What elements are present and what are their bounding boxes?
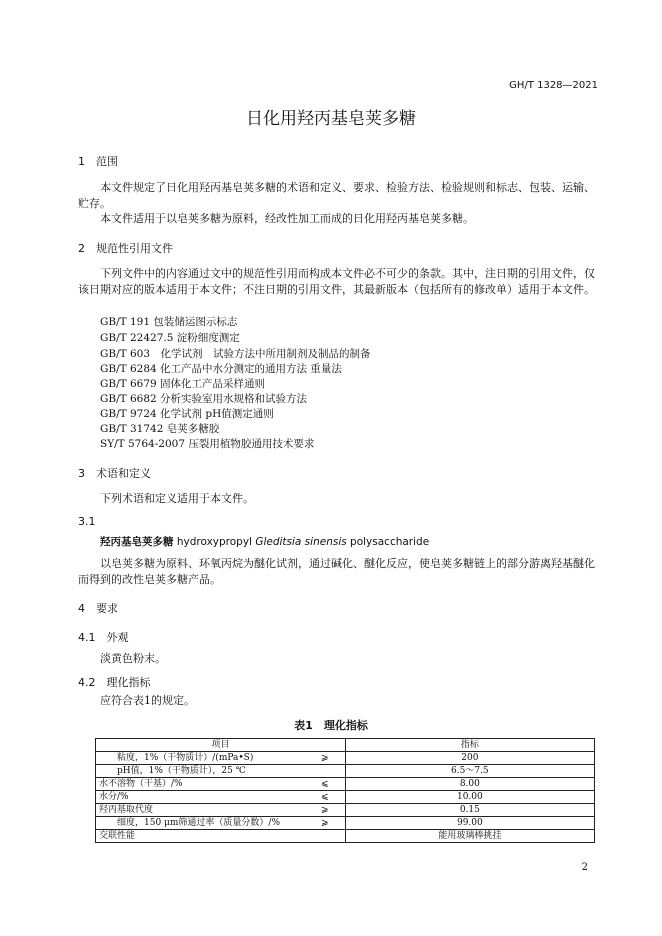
section-2-heading: 2 规范性引用文件: [78, 242, 173, 255]
section-3-heading: 3 术语和定义: [78, 467, 151, 480]
page-number: 2: [581, 862, 588, 873]
item-label: 粘度，1%（干物质计）/(mPa•S): [117, 753, 254, 763]
term-definition: 以皂荚多糖为原料、环氧丙烷为醚化试剂，通过碱化、醚化反应，使皂荚多糖链上的部分游离羟基醚化而得到的改性皂荚多糖产品。: [78, 557, 595, 586]
term-english-italic: Gleditsia sinensis: [255, 536, 347, 548]
reference-item: GB/T 191 包装储运图示标志: [100, 316, 238, 328]
item-label: 羟丙基取代度: [99, 805, 154, 815]
reference-item: GB/T 31742 皂荚多糖胶: [100, 423, 220, 435]
item-cell: [96, 778, 346, 791]
section-4-heading: 4 要求: [78, 602, 118, 615]
column-header-item: 项目: [96, 739, 346, 752]
table-row: [96, 830, 595, 843]
table-header-row: [96, 739, 595, 752]
table-row: [96, 765, 595, 778]
section-1-paragraph-2: 本文件适用于以皂荚多糖为原料，经改性加工而成的日化用羟丙基皂荚多糖。: [100, 212, 474, 225]
clause-4-1-heading: 4.1 外观: [78, 631, 129, 644]
item-label: 交联性能: [99, 831, 136, 841]
section-3-paragraph: 下列术语和定义适用于本文件。: [100, 492, 254, 505]
table-caption: 表1 理化指标: [294, 719, 368, 732]
value-cell: 6.5～7.5: [345, 765, 594, 778]
clause-3-1-number: 3.1: [78, 515, 96, 528]
comparator-symbol: ⩾: [321, 805, 329, 815]
item-cell: [96, 804, 346, 817]
value-cell: 能用玻璃棒挑挂: [345, 830, 594, 843]
reference-item: GB/T 9724 化学试剂 pH值测定通则: [100, 408, 274, 420]
table-row: [96, 791, 595, 804]
comparator-symbol: ⩾: [321, 818, 329, 828]
item-cell: [96, 791, 346, 804]
table-row: [96, 752, 595, 765]
document-title: 日化用羟丙基皂荚多糖: [246, 109, 416, 129]
reference-item: GB/T 6284 化工产品中水分测定的通用方法 重量法: [100, 363, 342, 375]
value-cell: 200: [345, 752, 594, 765]
table-row: [96, 778, 595, 791]
comparator-symbol: ⩽: [321, 779, 329, 789]
item-label: 细度，150 μm筛通过率（质量分数）/%: [117, 818, 281, 828]
standard-code: GH/T 1328—2021: [509, 80, 598, 91]
value-cell: 8.00: [345, 778, 594, 791]
column-header-value: 指标: [345, 739, 594, 752]
value-cell: 0.15: [345, 804, 594, 817]
clause-4-2-text: 应符合表1的规定。: [100, 694, 195, 707]
item-cell: [96, 817, 346, 830]
term-english-suffix: polysaccharide: [350, 536, 430, 548]
item-cell: [96, 765, 346, 778]
reference-item: GB/T 6682 分析实验室用水规格和试验方法: [100, 393, 308, 405]
clause-4-1-text: 淡黄色粉末。: [100, 652, 166, 665]
reference-item: SY/T 5764-2007 压裂用植物胶通用技术要求: [100, 438, 315, 450]
section-1-paragraph-1: 本文件规定了日化用羟丙基皂荚多糖的术语和定义、要求、检验方法、检验规则和标志、包装、运输、贮存。: [78, 181, 595, 210]
item-cell: [96, 830, 346, 843]
term-entry: [100, 534, 429, 549]
item-label: 水分/%: [99, 792, 129, 802]
physicochemical-index-table: [95, 738, 595, 843]
section-2-paragraph: 下列文件中的内容通过文中的规范性引用而构成本文件必不可少的条款。其中，注日期的引用文件，仅该日期对应的版本适用于本文件；不注日期的引用文件，其最新版本（包括所有的修改单）适用于本文件。: [78, 267, 595, 296]
table-row: [96, 804, 595, 817]
clause-4-2-heading: 4.2 理化指标: [78, 676, 151, 689]
item-label: 水不溶物（干基）/%: [99, 779, 183, 789]
reference-item: GB/T 22427.5 淀粉细度测定: [100, 332, 240, 344]
reference-item: GB/T 603 化学试剂 试验方法中所用制剂及制品的制备: [100, 348, 371, 360]
reference-item: GB/T 6679 固体化工产品采样通则: [100, 378, 266, 390]
comparator-symbol: ⩾: [321, 753, 329, 763]
table-row: [96, 817, 595, 830]
item-cell: [96, 752, 346, 765]
value-cell: 10.00: [345, 791, 594, 804]
comparator-symbol: ⩽: [321, 792, 329, 802]
term-chinese: 羟丙基皂荚多糖: [100, 536, 174, 548]
section-1-heading: 1 范围: [78, 155, 118, 168]
term-english-prefix: hydroxypropyl: [176, 536, 252, 548]
value-cell: 99.00: [345, 817, 594, 830]
item-label: pH值，1%（干物质计），25 ℃: [117, 766, 246, 776]
